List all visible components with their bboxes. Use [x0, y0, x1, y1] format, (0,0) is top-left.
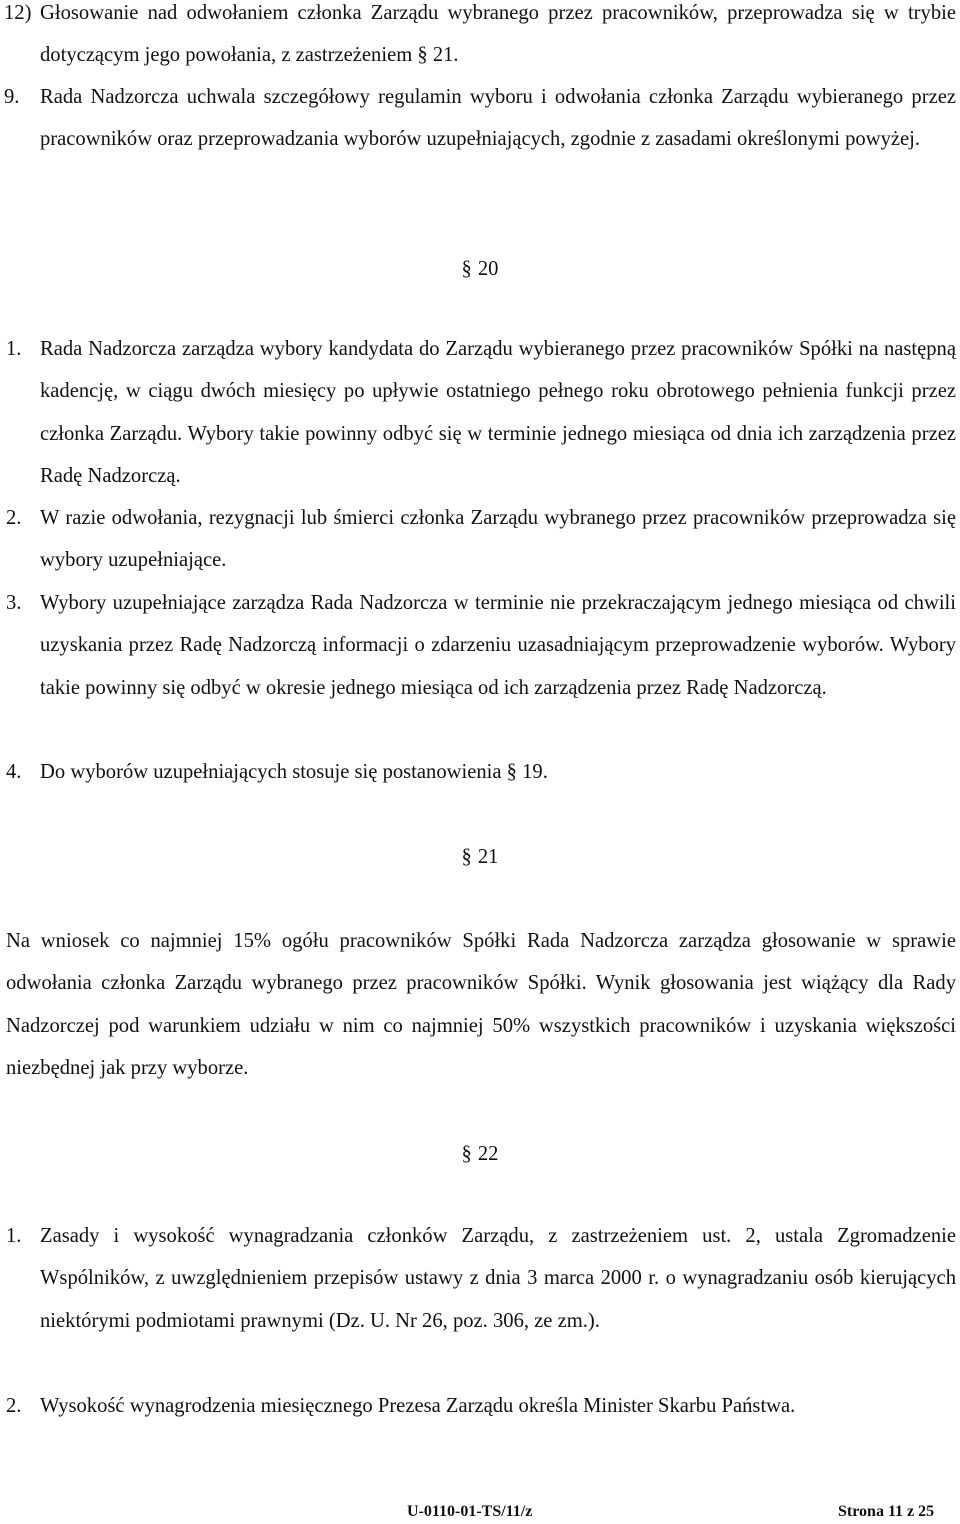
section-number: 20	[477, 258, 499, 280]
list-item-number: 1.	[6, 338, 22, 360]
footer-page-number: Strona 11 z 25	[838, 1503, 935, 1520]
sec20-item-4	[6, 751, 956, 793]
section-sign-icon: §	[461, 846, 472, 868]
list-item-text: Rada Nadzorcza zarządza wybory kandydata do Zarządu wybieranego przez pracowników Spółki na następną kadencję, w ciągu dwóch miesięcy po upływie ostatniego pełnego roku obrotowego pełnienia funkcji przez członka Zarządu. Wybory takie powinny odbyć się w terminie jednego miesiąca od dnia ich zarządzenia przez Radę Nadzorczą.	[40, 338, 956, 488]
list-item-number: 2.	[6, 507, 22, 529]
list-item-number: 9.	[4, 86, 20, 108]
sec20-item-2	[6, 497, 956, 582]
list-item-number: 12)	[4, 2, 32, 24]
section-heading-20	[0, 254, 960, 284]
list-item-text: Zasady i wysokość wynagradzania członków Zarządu, z zastrzeżeniem ust. 2, ustala Zgromadzenie Wspólników, z uwzględnieniem przepisów ustawy z dnia 3 marca 2000 r. o wynagradzaniu osób kierujących niektórymi podmiotami prawnymi (Dz. U. Nr 26, poz. 306, ze zm.).	[40, 1225, 956, 1332]
list-item-9	[4, 76, 956, 161]
sec20-item-1	[6, 328, 956, 498]
list-item-text: Wysokość wynagrodzenia miesięcznego Prezesa Zarządu określa Minister Skarbu Państwa.	[40, 1395, 796, 1417]
list-item-text: Wybory uzupełniające zarządza Rada Nadzorcza w terminie nie przekraczającym jednego miesiąca od chwili uzyskania przez Radę Nadzorczą informacji o zdarzeniu uzasadniającym przeprowadzenie wyborów. Wybory takie powinny się odbyć w okresie jednego miesiąca od ich zarządzenia przez Radę Nadzorczą.	[40, 592, 956, 699]
section-sign-icon: §	[461, 258, 472, 280]
list-item-number: 1.	[6, 1225, 22, 1247]
section-sign-icon: §	[461, 1143, 472, 1165]
list-item-text: W razie odwołania, rezygnacji lub śmierci członka Zarządu wybranego przez pracowników przeprowadza się wybory uzupełniające.	[40, 507, 956, 572]
footer-doc-id: U-0110-01-TS/11/z	[407, 1503, 533, 1520]
section-number: 21	[477, 846, 499, 868]
sec22-item-2	[6, 1385, 956, 1427]
section-heading-21	[0, 842, 960, 872]
list-item-text: Do wyborów uzupełniających stosuje się postanowienia § 19.	[40, 761, 548, 783]
paragraph-text: Na wniosek co najmniej 15% ogółu pracowników Spółki Rada Nadzorcza zarządza głosowanie w sprawie odwołania członka Zarządu wybranego przez pracowników Spółki. Wynik głosowania jest wiążący dla Rady Nadzorczej pod warunkiem udziału w nim co najmniej 50% wszystkich pracowników i uzyskania większości niezbędnej jak przy wyborze.	[6, 930, 956, 1080]
list-item-text: Rada Nadzorcza uchwala szczegółowy regulamin wyboru i odwołania członka Zarządu wybieranego przez pracowników oraz przeprowadzania wyborów uzupełniających, zgodnie z zasadami określonymi powyżej.	[40, 86, 956, 151]
list-item-number: 3.	[6, 592, 22, 614]
sec22-item-1	[6, 1215, 956, 1342]
section-heading-22	[0, 1139, 960, 1169]
section-number: 22	[477, 1143, 499, 1165]
list-item-number: 2.	[6, 1395, 22, 1417]
sec21-paragraph	[6, 920, 956, 1090]
list-item-text: Głosowanie nad odwołaniem członka Zarządu wybranego przez pracowników, przeprowadza się w trybie dotyczącym jego powołania, z zastrzeżeniem § 21.	[40, 2, 956, 67]
sec20-item-3	[6, 582, 956, 709]
list-item-12	[4, 0, 956, 77]
list-item-number: 4.	[6, 761, 22, 783]
